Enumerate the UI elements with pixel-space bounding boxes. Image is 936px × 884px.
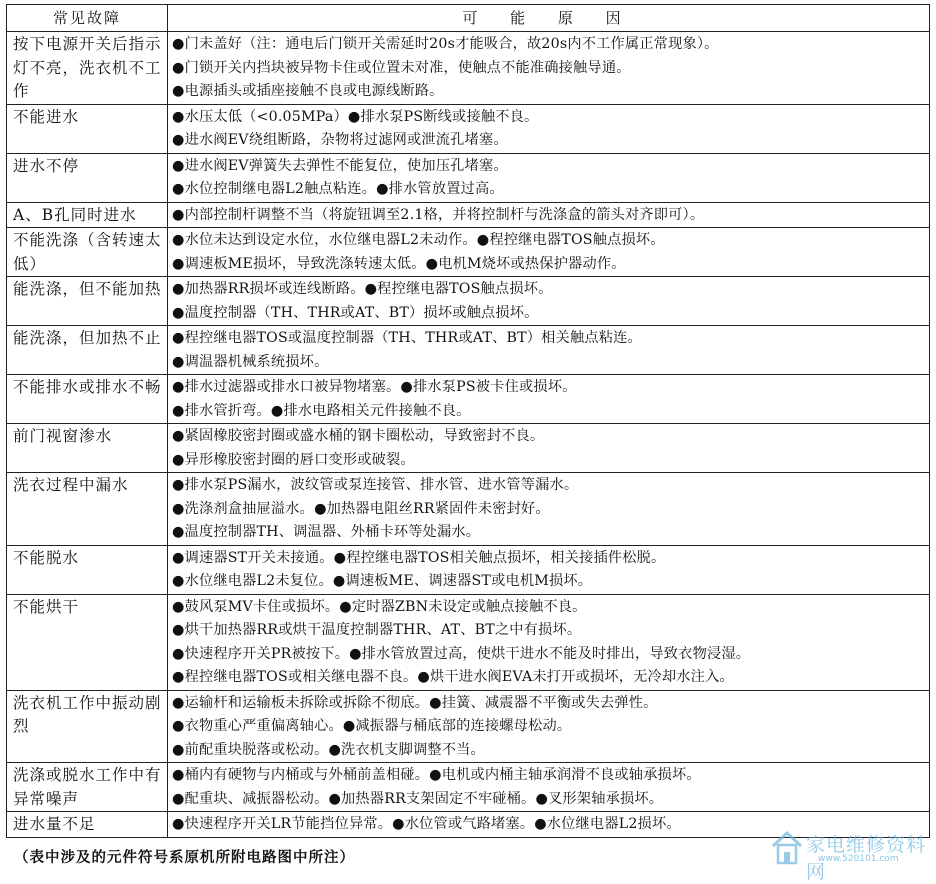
fault-table-container bbox=[6, 4, 930, 838]
fault-name: A、B孔同时进水 bbox=[7, 202, 168, 228]
cause-line: ●桶内有硬物与内桶或与外桶前盖相碰。●电机或内桶主轴承润滑不良或轴承损坏。 bbox=[172, 767, 701, 783]
cause-line: ●进水阀EV弹簧失去弹性不能复位，使加压孔堵塞。 bbox=[172, 157, 508, 174]
table-row bbox=[7, 375, 930, 424]
cause-line: ●加热器RR损坏或连线断路。●程控继电器TOS触点损坏。 bbox=[172, 281, 553, 297]
table-row bbox=[7, 228, 930, 277]
watermark-url: www.520101.com bbox=[818, 854, 899, 864]
cause-line: ●温度控制器TH、调温器、外桶卡环等处漏水。 bbox=[172, 524, 481, 540]
table-row bbox=[7, 32, 930, 105]
table-row bbox=[7, 326, 930, 375]
fault-causes bbox=[168, 326, 930, 375]
cause-line: ●水位未达到设定水位，水位继电器L2未动作。●程控继电器TOS触点损坏。 bbox=[172, 232, 665, 248]
cause-line: ●快速程序开关PR被按下。●排水管放置过高，使烘干进水不能及时排出，导致衣物浸湿。 bbox=[172, 645, 751, 662]
cause-line: ●门未盖好（注：通电后门锁开关需延时20s才能吸合，故20s内不工作属正常现象）。 bbox=[172, 36, 719, 52]
header-causes: 可 能 原 因 bbox=[168, 5, 930, 32]
cause-line: ●配重块、减振器松动。●加热器RR支架固定不牢碰桶。●叉形架轴承损坏。 bbox=[172, 790, 664, 807]
cause-line: ●排水泵PS漏水，波纹管或泵连接管、排水管、进水管等漏水。 bbox=[172, 477, 579, 493]
cause-line: ●水位继电器L2未复位。●调速板ME、调速器ST或电机M损坏。 bbox=[172, 573, 593, 589]
fault-name: 进水不停 bbox=[7, 153, 168, 202]
cause-line: ●水压太低（<0.05MPa）●排水泵PS断线或接触不良。 bbox=[172, 108, 539, 125]
cause-line: ●水位控制继电器L2触点粘连。●排水管放置过高。 bbox=[172, 181, 504, 197]
fault-causes bbox=[168, 690, 930, 763]
fault-causes bbox=[168, 424, 930, 473]
fault-name: 不能烘干 bbox=[7, 594, 168, 690]
fault-causes bbox=[168, 763, 930, 812]
cause-line: ●快速程序开关LR节能挡位异常。●水位管或气路堵塞。●水位继电器L2损坏。 bbox=[172, 816, 681, 832]
cause-line: ●调速板ME损坏，导致洗涤转速太低。●电机M烧坏或热保护器动作。 bbox=[172, 255, 626, 272]
cause-line: ●紧固橡胶密封圈或盛水桶的钢卡圈松动，导致密封不良。 bbox=[172, 428, 545, 444]
fault-name: 洗衣过程中漏水 bbox=[7, 473, 168, 546]
cause-line: ●排水管折弯。●排水电路相关元件接触不良。 bbox=[172, 402, 471, 419]
cause-line: ●程控继电器TOS或温度控制器（TH、THR或AT、BT）相关触点粘连。 bbox=[172, 330, 642, 346]
watermark-text: 家电维修资料网 bbox=[806, 834, 927, 883]
fault-table bbox=[6, 4, 930, 838]
fault-name: 能洗涤，但不能加热 bbox=[7, 277, 168, 326]
fault-name: 不能排水或排水不畅 bbox=[7, 375, 168, 424]
cause-line: ●程控继电器TOS或相关继电器不良。●烘干进水阀EVA未打开或损坏，无冷却水注入。 bbox=[172, 669, 734, 685]
table-row bbox=[7, 594, 930, 690]
cause-line: ●烘干加热器RR或烘干温度控制器THR、AT、BT之中有损坏。 bbox=[172, 622, 582, 638]
table-row bbox=[7, 153, 930, 202]
cause-line: ●调温器机械系统损坏。 bbox=[172, 353, 329, 370]
header-fault: 常见故障 bbox=[7, 5, 168, 32]
table-body bbox=[7, 32, 930, 838]
table-row bbox=[7, 763, 930, 812]
fault-name: 进水量不足 bbox=[7, 812, 168, 838]
cause-line: ●电源插头或插座接触不良或电源线断路。 bbox=[172, 83, 444, 99]
fault-causes bbox=[168, 228, 930, 277]
fault-causes bbox=[168, 32, 930, 105]
fault-name: 按下电源开关后指示灯不亮，洗衣机不工作 bbox=[7, 32, 168, 105]
cause-line: ●洗涤剂盒抽屉溢水。●加热器电阻丝RR紧固件未密封好。 bbox=[172, 500, 550, 517]
cause-line: ●温度控制器（TH、THR或AT、BT）损坏或触点损坏。 bbox=[172, 304, 539, 321]
footnote: （表中涉及的元件符号系原机所附电路图中所注） bbox=[14, 850, 355, 866]
fault-name: 洗涤或脱水工作中有异常噪声 bbox=[7, 763, 168, 812]
cause-line: ●鼓风泵MV卡住或损坏。●定时器ZBN未设定或触点接触不良。 bbox=[172, 598, 587, 615]
cause-line: ●排水过滤器或排水口被异物堵塞。●排水泵PS被卡住或损坏。 bbox=[172, 379, 577, 395]
table-row bbox=[7, 277, 930, 326]
house-logo-icon bbox=[770, 828, 804, 868]
fault-causes bbox=[168, 545, 930, 594]
fault-name: 能洗涤，但加热不止 bbox=[7, 326, 168, 375]
cause-line: ●门锁开关内挡块被异物卡住或位置未对准，使触点不能准确接触导通。 bbox=[172, 59, 631, 76]
table-row bbox=[7, 202, 930, 228]
cause-line: ●运输杆和运输板未拆除或拆除不彻底。●挂簧、减震器不平衡或失去弹性。 bbox=[172, 694, 658, 711]
fault-causes bbox=[168, 104, 930, 153]
cause-line: ●前配重块脱落或松动。●洗衣机支脚调整不当。 bbox=[172, 741, 485, 758]
fault-causes bbox=[168, 202, 930, 228]
watermark bbox=[770, 826, 930, 883]
fault-name: 不能洗涤（含转速太低） bbox=[7, 228, 168, 277]
cause-line: ●内部控制杆调整不当（将旋钮调至2.1格，并将控制杆与洗涤盒的箭头对齐即可）。 bbox=[172, 206, 705, 223]
fault-causes bbox=[168, 473, 930, 546]
fault-causes bbox=[168, 277, 930, 326]
cause-line: ●进水阀EV绕组断路，杂物将过滤网或泄流孔堵塞。 bbox=[172, 132, 508, 148]
fault-name: 不能脱水 bbox=[7, 545, 168, 594]
fault-name: 不能进水 bbox=[7, 104, 168, 153]
table-row bbox=[7, 473, 930, 546]
fault-causes bbox=[168, 594, 930, 690]
cause-line: ●衣物重心严重偏离轴心。●减振器与桶底部的连接螺母松动。 bbox=[172, 718, 572, 734]
table-row bbox=[7, 545, 930, 594]
table-row bbox=[7, 690, 930, 763]
fault-causes bbox=[168, 375, 930, 424]
cause-line: ●调速器ST开关未接通。●程控继电器TOS相关触点损坏，相关接插件松脱。 bbox=[172, 549, 666, 566]
fault-causes bbox=[168, 153, 930, 202]
fault-name: 洗衣机工作中振动剧烈 bbox=[7, 690, 168, 763]
table-row bbox=[7, 104, 930, 153]
table-header-row bbox=[7, 5, 930, 32]
table-row bbox=[7, 424, 930, 473]
fault-name: 前门视窗渗水 bbox=[7, 424, 168, 473]
cause-line: ●异形橡胶密封圈的唇口变形或破裂。 bbox=[172, 451, 415, 468]
